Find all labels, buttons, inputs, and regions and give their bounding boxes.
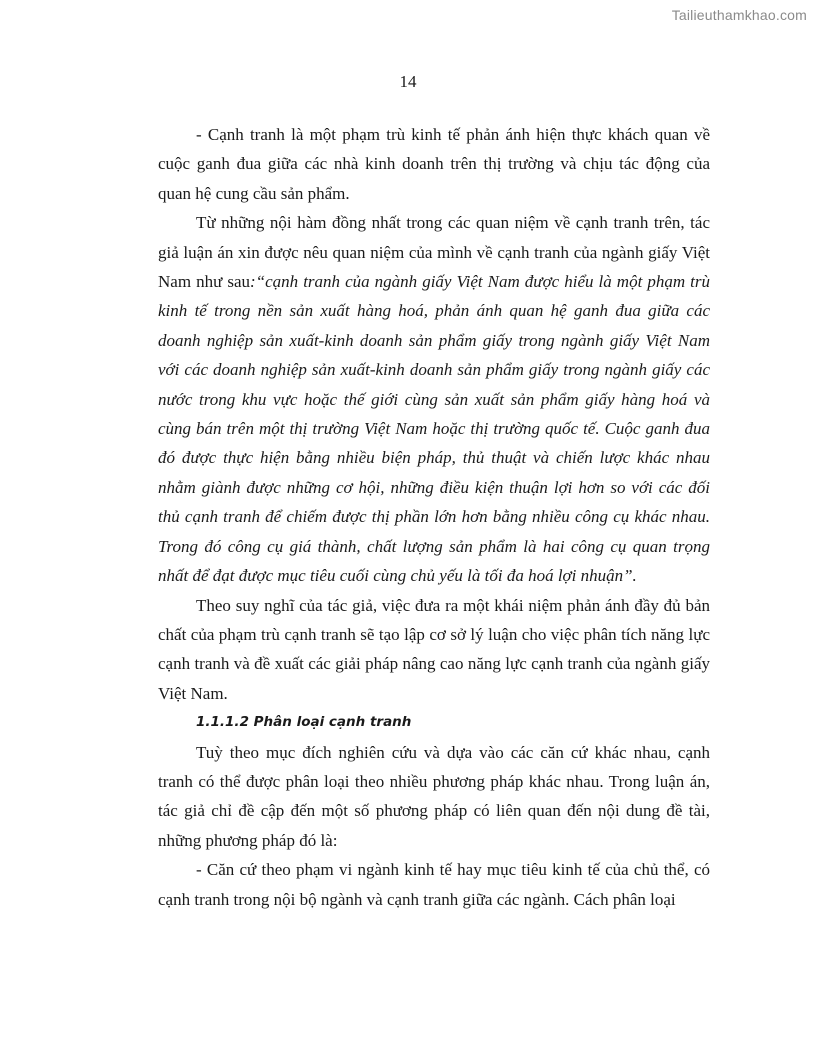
watermark: Tailieuthamkhao.com [671, 7, 807, 23]
paragraph-author-concept-quote: :“cạnh tranh của ngành giấy Việt Nam được hiểu là một phạm trù kinh tế trong nền sản xuất hàng hoá, phản ánh quan hệ ganh đua giữa các doanh nghiệp sản xuất-kinh doanh sản phẩm giấy trong ngành giấy Việt Nam với các doanh nghiệp sản xuất-kinh doanh sản phẩm giấy trong ngành giấy các nước trong khu vực hoặc thế giới cùng sản xuất sản phẩm giấy hàng hoá và cùng bán trên một thị trường Việt Nam hoặc thị trường quốc tế. Cuộc ganh đua đó được thực hiện bằng nhiều biện pháp, thủ thuật và chiến lược khác nhau nhằm giành được những cơ hội, những điều kiện thuận lợi hơn so với các đối thủ cạnh tranh để chiếm được thị phần lớn hơn bằng nhiều công cụ khác nhau. Trong đó công cụ giá thành, chất lượng sản phẩm là hai công cụ quan trọng nhất để đạt được mục tiêu cuối cùng chủ yếu là tối đa hoá lợi nhuận”. [158, 272, 710, 586]
paragraph-classification-basis: - Căn cứ theo phạm vi ngành kinh tế hay mục tiêu kinh tế của chủ thể, có cạnh tranh trong nội bộ ngành và cạnh tranh giữa các ngành. Cách phân loại [158, 860, 710, 909]
document-body [158, 120, 710, 914]
paragraph-author-concept [158, 208, 710, 590]
paragraph-author-concept-intro: Từ những nội hàm đồng nhất trong các quan niệm về cạnh tranh trên, tác giả luận án xin được nêu quan niệm của mình về cạnh tranh của ngành giấy Việt Nam như sau [158, 213, 710, 292]
section-heading: 1.1.1.2 Phân loại cạnh tranh [196, 714, 412, 731]
paragraph-competition-definition: - Cạnh tranh là một phạm trù kinh tế phản ánh hiện thực khách quan về cuộc ganh đua giữa các nhà kinh doanh trên thị trường và chịu tác động của quan hệ cung cầu sản phẩm. [158, 125, 710, 203]
paragraph-author-opinion: Theo suy nghĩ của tác giả, việc đưa ra một khái niệm phản ánh đầy đủ bản chất của phạm trù cạnh tranh sẽ tạo lập cơ sở lý luận cho việc phân tích năng lực cạnh tranh và đề xuất các giải pháp nâng cao năng lực cạnh tranh của ngành giấy Việt Nam. [158, 595, 710, 703]
paragraph-classification-intro: Tuỳ theo mục đích nghiên cứu và dựa vào các căn cứ khác nhau, cạnh tranh có thể được phân loại theo nhiều phương pháp khác nhau. Trong luận án, tác giả chỉ đề cập đến một số phương pháp có liên quan đến nội dung đề tài, những phương pháp đó là: [158, 742, 710, 850]
page-number: 14 [399, 72, 417, 91]
